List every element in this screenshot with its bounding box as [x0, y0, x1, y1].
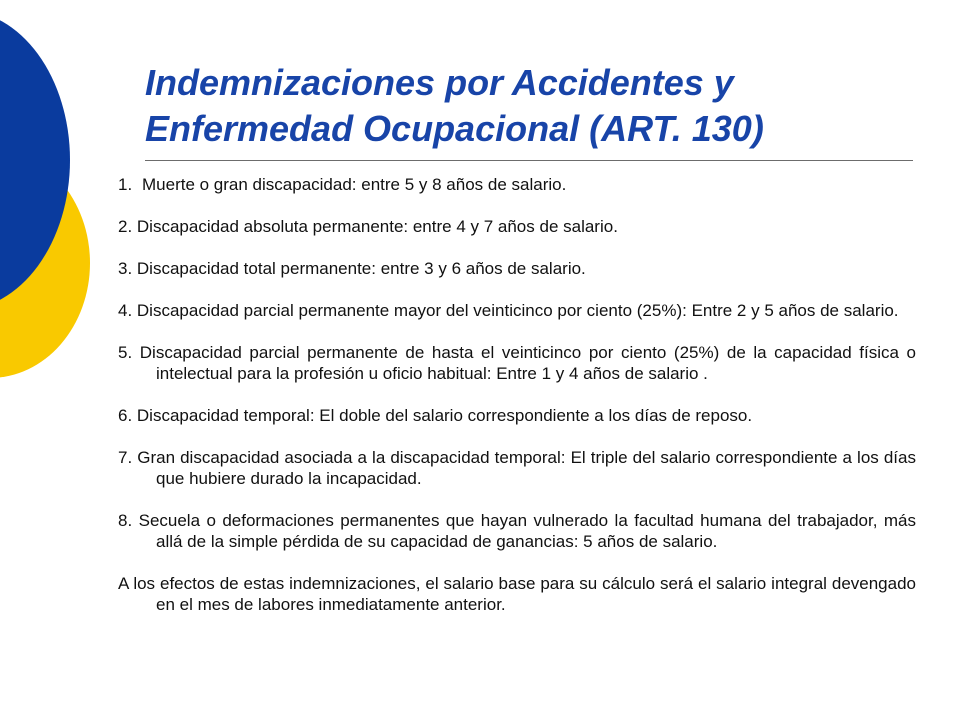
list-item: 8. Secuela o deformaciones permanentes que hayan vulnerado la facultad humana del trabajador, más allá de la simple pérdida de su capacidad de ganancias: 5 años de salario.	[118, 511, 916, 551]
list-item: 6. Discapacidad temporal: El doble del salario correspondiente a los días de reposo.	[118, 406, 753, 425]
title-underline	[145, 160, 913, 161]
slide-body	[118, 174, 916, 615]
list-item-text: Muerte o gran discapacidad: entre 5 y 8 años de salario.	[142, 175, 567, 194]
list-item: 2. Discapacidad absoluta permanente: entre 4 y 7 años de salario.	[118, 217, 618, 236]
list-item: 7. Gran discapacidad asociada a la discapacidad temporal: El triple del salario correspondiente a los días que hubiere durado la incapacidad.	[118, 448, 916, 488]
list-item: 4. Discapacidad parcial permanente mayor del veinticinco por ciento (25%): Entre 2 y 5 años de salario.	[118, 301, 899, 320]
slide-title	[145, 60, 925, 152]
list-item: 5. Discapacidad parcial permanente de hasta el veinticinco por ciento (25%) de la capacidad física o intelectual para la profesión u oficio habitual: Entre 1 y 4 años de salario .	[118, 343, 916, 383]
title-line-2: Enfermedad Ocupacional (ART. 130)	[145, 108, 764, 149]
list-item-number: 1.	[118, 175, 133, 194]
list-item: 3. Discapacidad total permanente: entre 3 y 6 años de salario.	[118, 259, 586, 278]
closing-note: A los efectos de estas indemnizaciones, el salario base para su cálculo será el salario integral devengado en el mes de labores inmediatamente anterior.	[118, 574, 916, 614]
list-item	[118, 174, 916, 195]
title-line-1: Indemnizaciones por Accidentes y	[145, 62, 734, 103]
